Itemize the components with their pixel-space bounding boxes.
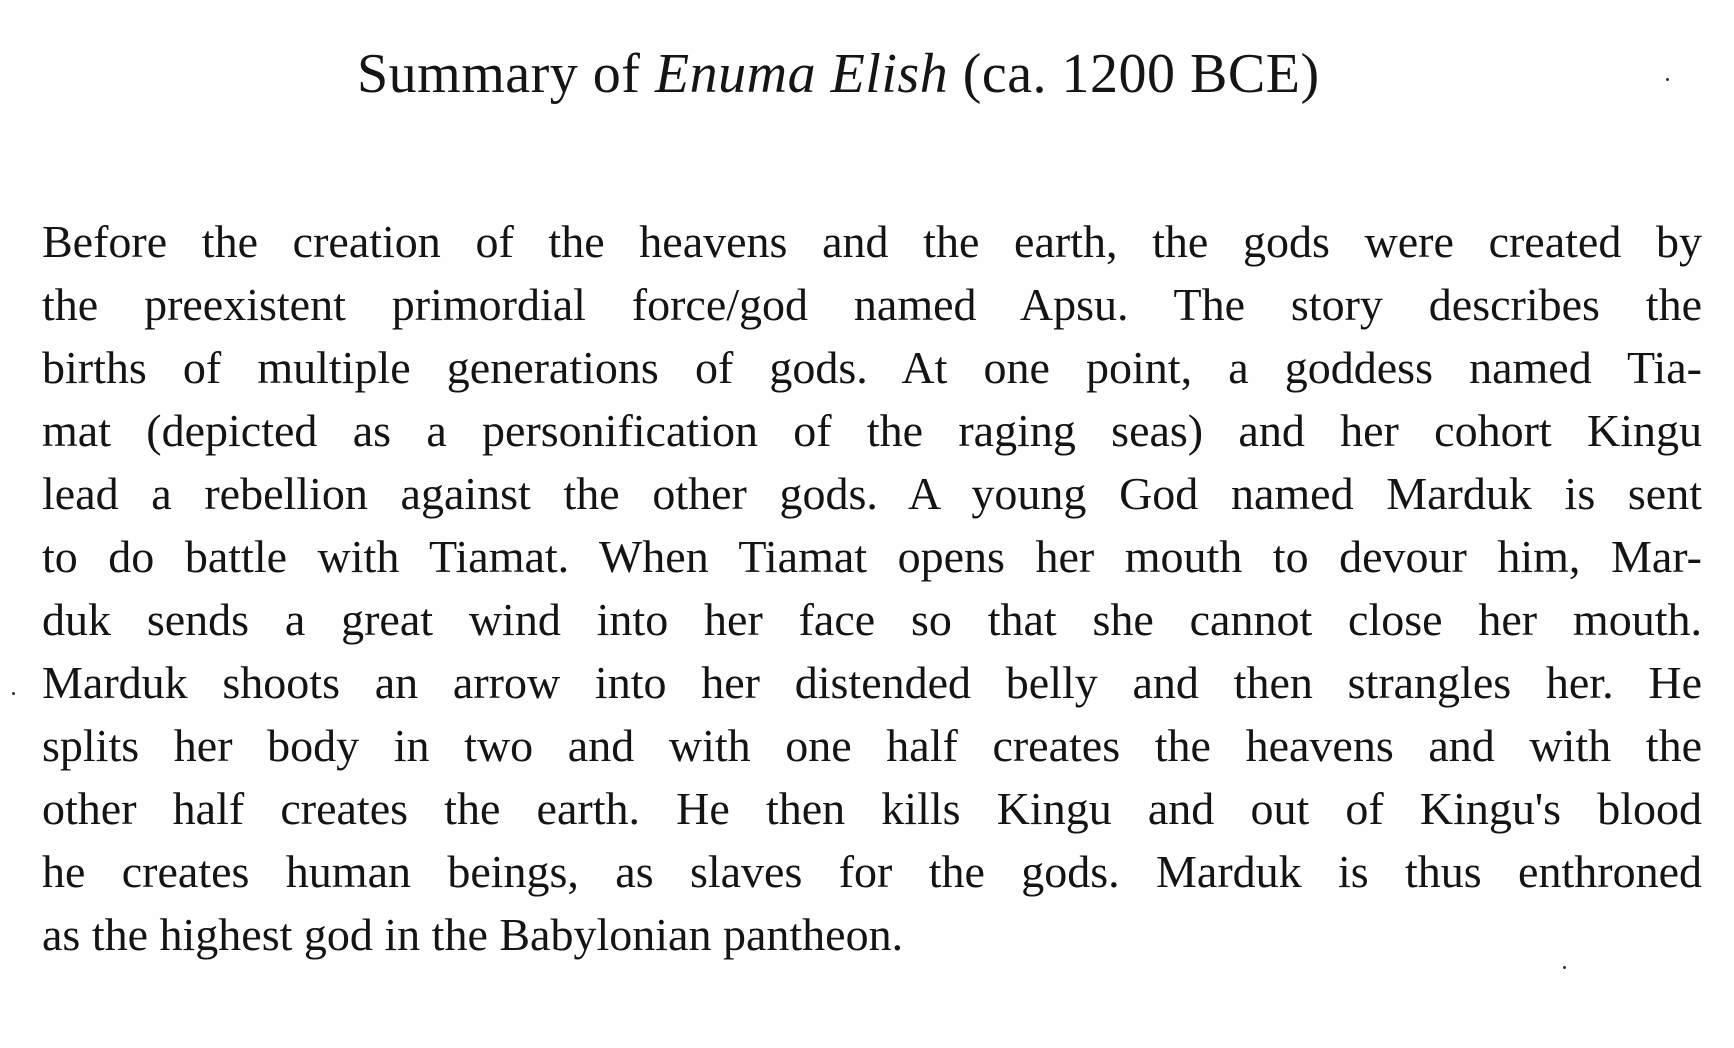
paragraph-line: the preexistent primordial force/god named Apsu. The story describes the (42, 279, 1702, 330)
paragraph-line: splits her body in two and with one half creates the heavens and with the (42, 720, 1702, 771)
paragraph-line: mat (depicted as a personification of the raging seas) and her cohort Kingu (42, 405, 1702, 456)
paragraph-line: other half creates the earth. He then kills Kingu and out of Kingu's blood (42, 783, 1702, 834)
paragraph-line: he creates human beings, as slaves for the gods. Marduk is thus enthroned (42, 846, 1702, 897)
paragraph-line: as the highest god in the Babylonian pantheon. (42, 909, 904, 960)
paragraph-line: Before the creation of the heavens and the earth, the gods were created by (42, 216, 1702, 267)
paragraph-line: duk sends a great wind into her face so that she cannot close her mouth. (42, 594, 1702, 645)
title-prefix: Summary of (357, 43, 655, 105)
paragraph-line: births of multiple generations of gods. At one point, a goddess named Tia- (42, 342, 1702, 393)
title-italic-work: Enuma Elish (654, 43, 949, 105)
page-title (357, 42, 1320, 106)
title-suffix: (ca. 1200 BCE) (948, 43, 1320, 105)
paragraph-line: lead a rebellion against the other gods. A young God named Marduk is sent (42, 468, 1702, 519)
summary-paragraph (42, 210, 1702, 966)
paragraph-line: Marduk shoots an arrow into her distended belly and then strangles her. He (42, 657, 1702, 708)
scan-speck (1666, 78, 1669, 81)
paragraph-line: to do battle with Tiamat. When Tiamat opens her mouth to devour him, Mar- (42, 531, 1702, 582)
scan-speck (1563, 966, 1566, 969)
scan-speck (12, 692, 15, 695)
